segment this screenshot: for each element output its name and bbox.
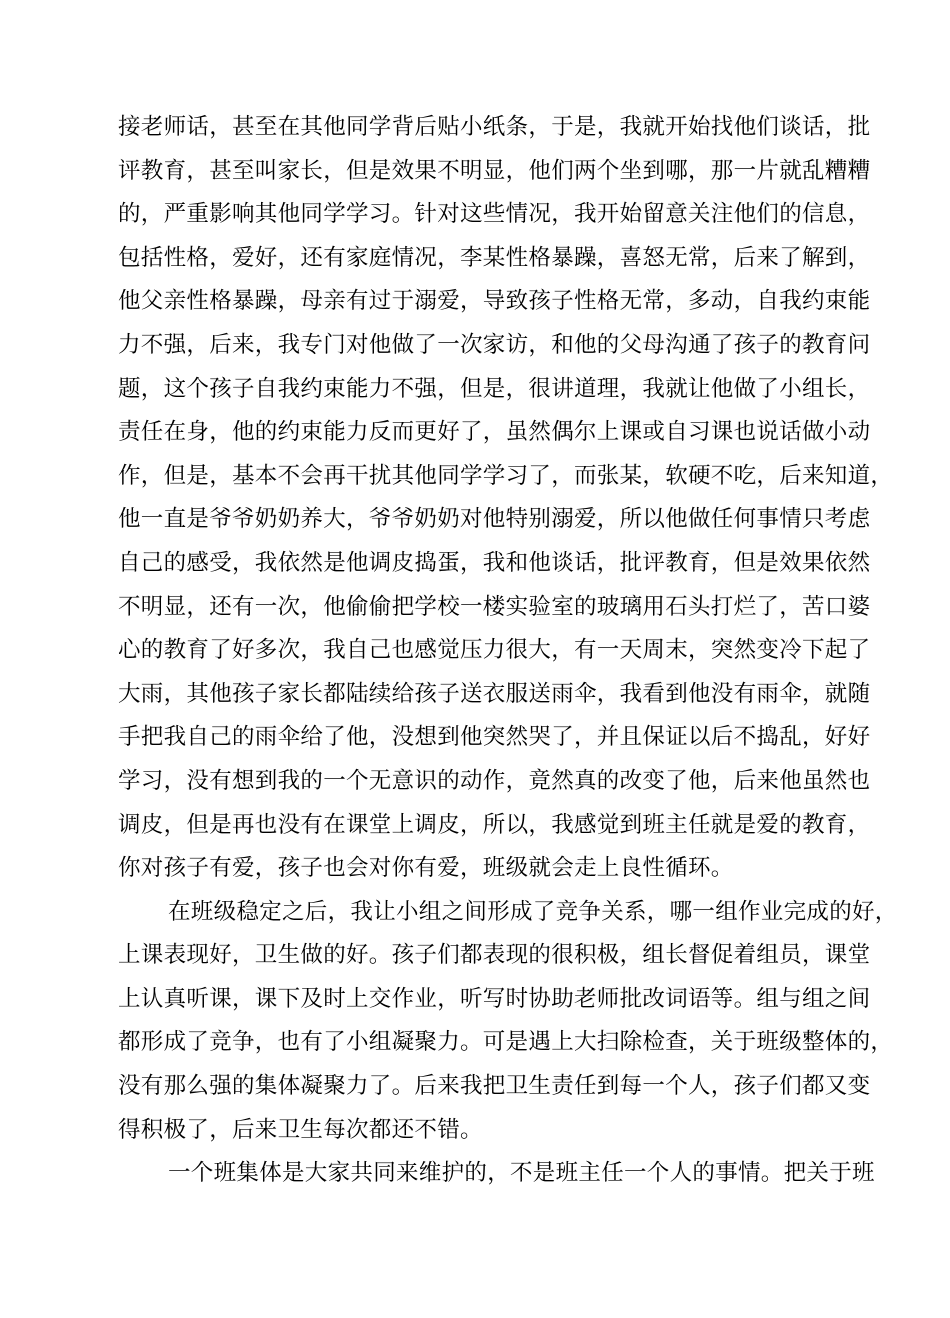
text-line: 责任在身，他的约束能力反而更好了，虽然偶尔上课或自习课也说话做小动 [118, 419, 871, 446]
text-line: 的，严重影响其他同学学习。针对这些情况，我开始留意关注他们的信息， [118, 201, 871, 228]
text-line: 力不强，后来，我专门对他做了一次家访，和他的父母沟通了孩子的教育问 [118, 331, 871, 358]
text-line-indented: 一个班集体是大家共同来维护的，不是班主任一个人的事情。把关于班 [168, 1160, 875, 1187]
paragraph-1 [118, 106, 938, 891]
text-line: 心的教育了好多次，我自己也感觉压力很大，有一天周末，突然变冷下起了 [118, 637, 871, 664]
text-line: 上课表现好，卫生做的好。孩子们都表现的很积极，组长督促着组员，课堂 [118, 942, 871, 969]
text-line-indented: 在班级稳定之后，我让小组之间形成了竞争关系，哪一组作业完成的好， [168, 898, 898, 925]
text-line: 不明显，还有一次，他偷偷把学校一楼实验室的玻璃用石头打烂了，苦口婆 [118, 593, 871, 620]
text-line: 调皮，但是再也没有在课堂上调皮，所以，我感觉到班主任就是爱的教育， [118, 811, 871, 838]
text-line: 题，这个孩子自我约束能力不强，但是，很讲道理，我就让他做了小组长， [118, 375, 871, 402]
text-line: 上认真听课，课下及时上交作业，听写时协助老师批改词语等。组与组之间 [118, 985, 871, 1012]
text-line: 得积极了，后来卫生每次都还不错。 [118, 1116, 483, 1143]
text-line: 大雨，其他孩子家长都陆续给孩子送衣服送雨伞，我看到他没有雨伞，就随 [118, 680, 871, 707]
text-line: 评教育，甚至叫家长，但是效果不明显，他们两个坐到哪，那一片就乱糟糟 [118, 157, 871, 184]
document-body [118, 106, 938, 1196]
text-line: 包括性格，爱好，还有家庭情况，李某性格暴躁，喜怒无常，后来了解到， [118, 244, 871, 271]
text-line: 没有那么强的集体凝聚力了。后来我把卫生责任到每一个人，孩子们都又变 [118, 1073, 871, 1100]
text-line: 他父亲性格暴躁，母亲有过于溺爱，导致孩子性格无常，多动，自我约束能 [118, 288, 871, 315]
text-line: 他一直是爷爷奶奶养大，爷爷奶奶对他特别溺爱，所以他做任何事情只考虑 [118, 506, 871, 533]
text-line: 自己的感受，我依然是他调皮捣蛋，我和他谈话，批评教育，但是效果依然 [118, 549, 871, 576]
paragraph-2 [118, 891, 938, 1153]
text-line: 学习，没有想到我的一个无意识的动作，竟然真的改变了他，后来他虽然也 [118, 767, 871, 794]
text-line: 作，但是，基本不会再干扰其他同学学习了，而张某，软硬不吃，后来知道， [118, 462, 894, 489]
text-line: 你对孩子有爱，孩子也会对你有爱，班级就会走上良性循环。 [118, 855, 734, 882]
paragraph-3 [118, 1152, 938, 1196]
text-line: 接老师话，甚至在其他同学背后贴小纸条，于是，我就开始找他们谈话，批 [118, 114, 871, 140]
text-line: 都形成了竞争，也有了小组凝聚力。可是遇上大扫除检查，关于班级整体的， [118, 1029, 894, 1056]
text-line: 手把我自己的雨伞给了他，没想到他突然哭了，并且保证以后不捣乱，好好 [118, 724, 871, 751]
